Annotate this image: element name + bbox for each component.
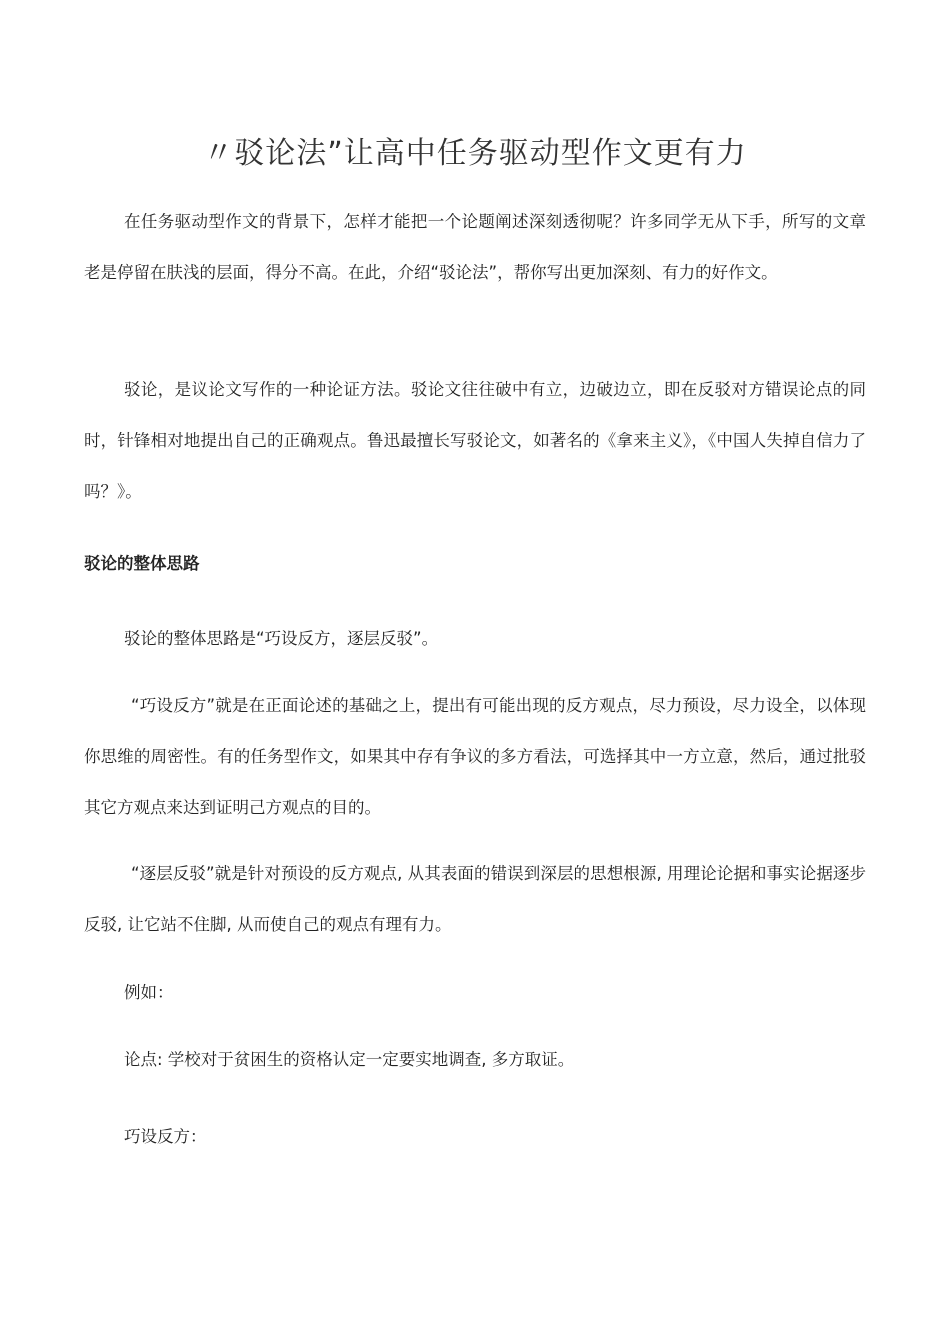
opponent-label: 巧设反方： — [124, 1127, 207, 1146]
definition-paragraph: 驳论，是议论文写作的一种论证方法。驳论文往往破中有立，边破边立，即在反驳对方错误论点的同时，针锋相对地提出自己的正确观点。鲁迅最擅长写驳论文，如著名的《拿来主义》，《中国人失掉自信力了吗？》。 — [84, 380, 866, 501]
refute-paragraph: “逐层反驳”就是针对预设的反方观点, 从其表面的错误到深层的思想根源, 用理论论据和事实论据逐步反驳, 让它站不住脚, 从而使自己的观点有理有力。 — [84, 864, 866, 934]
set-opponent-paragraph: “巧设反方”就是在正面论述的基础之上，提出有可能出现的反方观点，尽力预设，尽力设全，以体现你思维的周密性。有的任务型作文，如果其中存有争议的多方看法，可选择其中一方立意，然后，通过批驳其它方观点来达到证明己方观点的目的。 — [84, 696, 866, 817]
overall-idea-paragraph: 驳论的整体思路是“巧设反方，逐层反驳”。 — [124, 629, 439, 648]
intro-paragraph: 在任务驱动型作文的背景下，怎样才能把一个论题阐述深刻透彻呢？许多同学无从下手，所写的文章老是停留在肤浅的层面，得分不高。在此，介绍“驳论法”，帮你写出更加深刻、有力的好作文。 — [84, 212, 866, 282]
thesis-line: 论点: 学校对于贫困生的资格认定一定要实地调查, 多方取证。 — [124, 1050, 575, 1069]
example-label: 例如： — [124, 983, 174, 1002]
section-heading: 驳论的整体思路 — [84, 554, 200, 573]
document-title: 〃驳论法”让高中任务驱动型作文更有力 — [203, 136, 747, 172]
